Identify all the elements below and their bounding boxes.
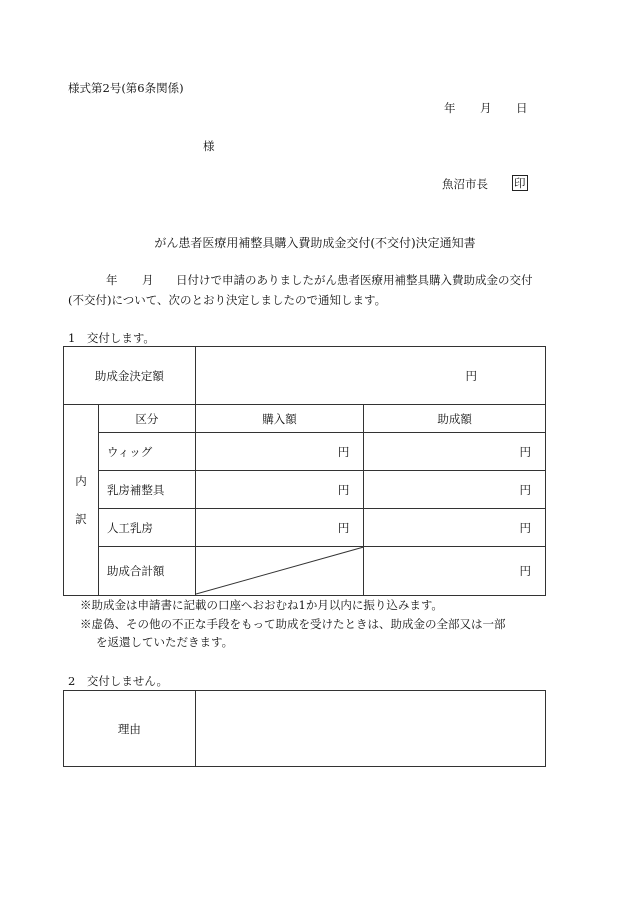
decided-amount-unit: 円 <box>195 347 545 405</box>
section-2-heading: 2 交付しません。 <box>68 674 169 688</box>
section-1-heading: 1 交付します。 <box>68 331 155 345</box>
row-label-wig: ウィッグ <box>98 433 195 471</box>
row-label-breast-prosthesis: 乳房補整具 <box>98 471 195 509</box>
form-number-label: 様式第2号(第6条関係) <box>68 81 184 95</box>
diagonal-strike-line <box>196 547 364 595</box>
note-refund-line-2: を返還していただきます。 <box>96 635 234 649</box>
breakdown-header-row <box>64 405 546 433</box>
date-year-label: 年 <box>444 101 456 115</box>
total-label: 助成合計額 <box>98 547 195 596</box>
note-refund-line-1: ※虚偽、その他の不正な手段をもって助成を受けたときは、助成金の全部又は一部 <box>80 617 506 631</box>
subsidy-amount-cell: 円 <box>364 433 546 471</box>
breakdown-label-1: 内 <box>75 474 87 488</box>
col-category-header: 区分 <box>98 405 195 433</box>
non-grant-reason-table <box>63 690 546 767</box>
body-line-1: 日付けで申請のありましたがん患者医療用補整具購入費助成金の交付 <box>176 273 533 287</box>
body-line-2: (不交付)について、次のとおり決定しましたので通知します。 <box>68 293 387 307</box>
decided-amount-label: 助成金決定額 <box>64 347 196 405</box>
purchase-amount-cell: 円 <box>195 433 364 471</box>
subsidy-amount-cell: 円 <box>364 471 546 509</box>
table-row <box>64 509 546 547</box>
reason-field[interactable] <box>195 691 545 767</box>
purchase-amount-cell: 円 <box>195 471 364 509</box>
decided-amount-row <box>64 347 546 405</box>
total-purchase-void-cell <box>195 547 364 596</box>
breakdown-label-2: 訳 <box>75 512 87 526</box>
date-month-label: 月 <box>480 101 492 115</box>
subsidy-amount-cell: 円 <box>364 509 546 547</box>
seal-mark <box>512 175 528 191</box>
table-row <box>64 433 546 471</box>
subsidy-decision-table <box>63 346 546 596</box>
note-transfer: ※助成金は申請書に記載の口座へおおむね1か月以内に振り込みます。 <box>80 598 443 612</box>
table-row <box>64 471 546 509</box>
recipient-suffix: 様 <box>203 139 215 153</box>
body-year-label: 年 <box>106 273 118 287</box>
total-row <box>64 547 546 596</box>
col-subsidy-header: 助成額 <box>364 405 546 433</box>
total-subsidy-unit: 円 <box>364 547 546 596</box>
purchase-amount-cell: 円 <box>195 509 364 547</box>
document-title: がん患者医療用補整具購入費助成金交付(不交付)決定通知書 <box>154 236 476 250</box>
breakdown-label-cell <box>64 405 99 596</box>
row-label-artificial-breast: 人工乳房 <box>98 509 195 547</box>
seal-text: 印 <box>514 176 526 190</box>
date-day-label: 日 <box>516 101 528 115</box>
issuer-name: 魚沼市長 <box>442 177 488 191</box>
body-month-label: 月 <box>142 273 154 287</box>
col-purchase-header: 購入額 <box>195 405 364 433</box>
reason-label: 理由 <box>64 691 196 767</box>
